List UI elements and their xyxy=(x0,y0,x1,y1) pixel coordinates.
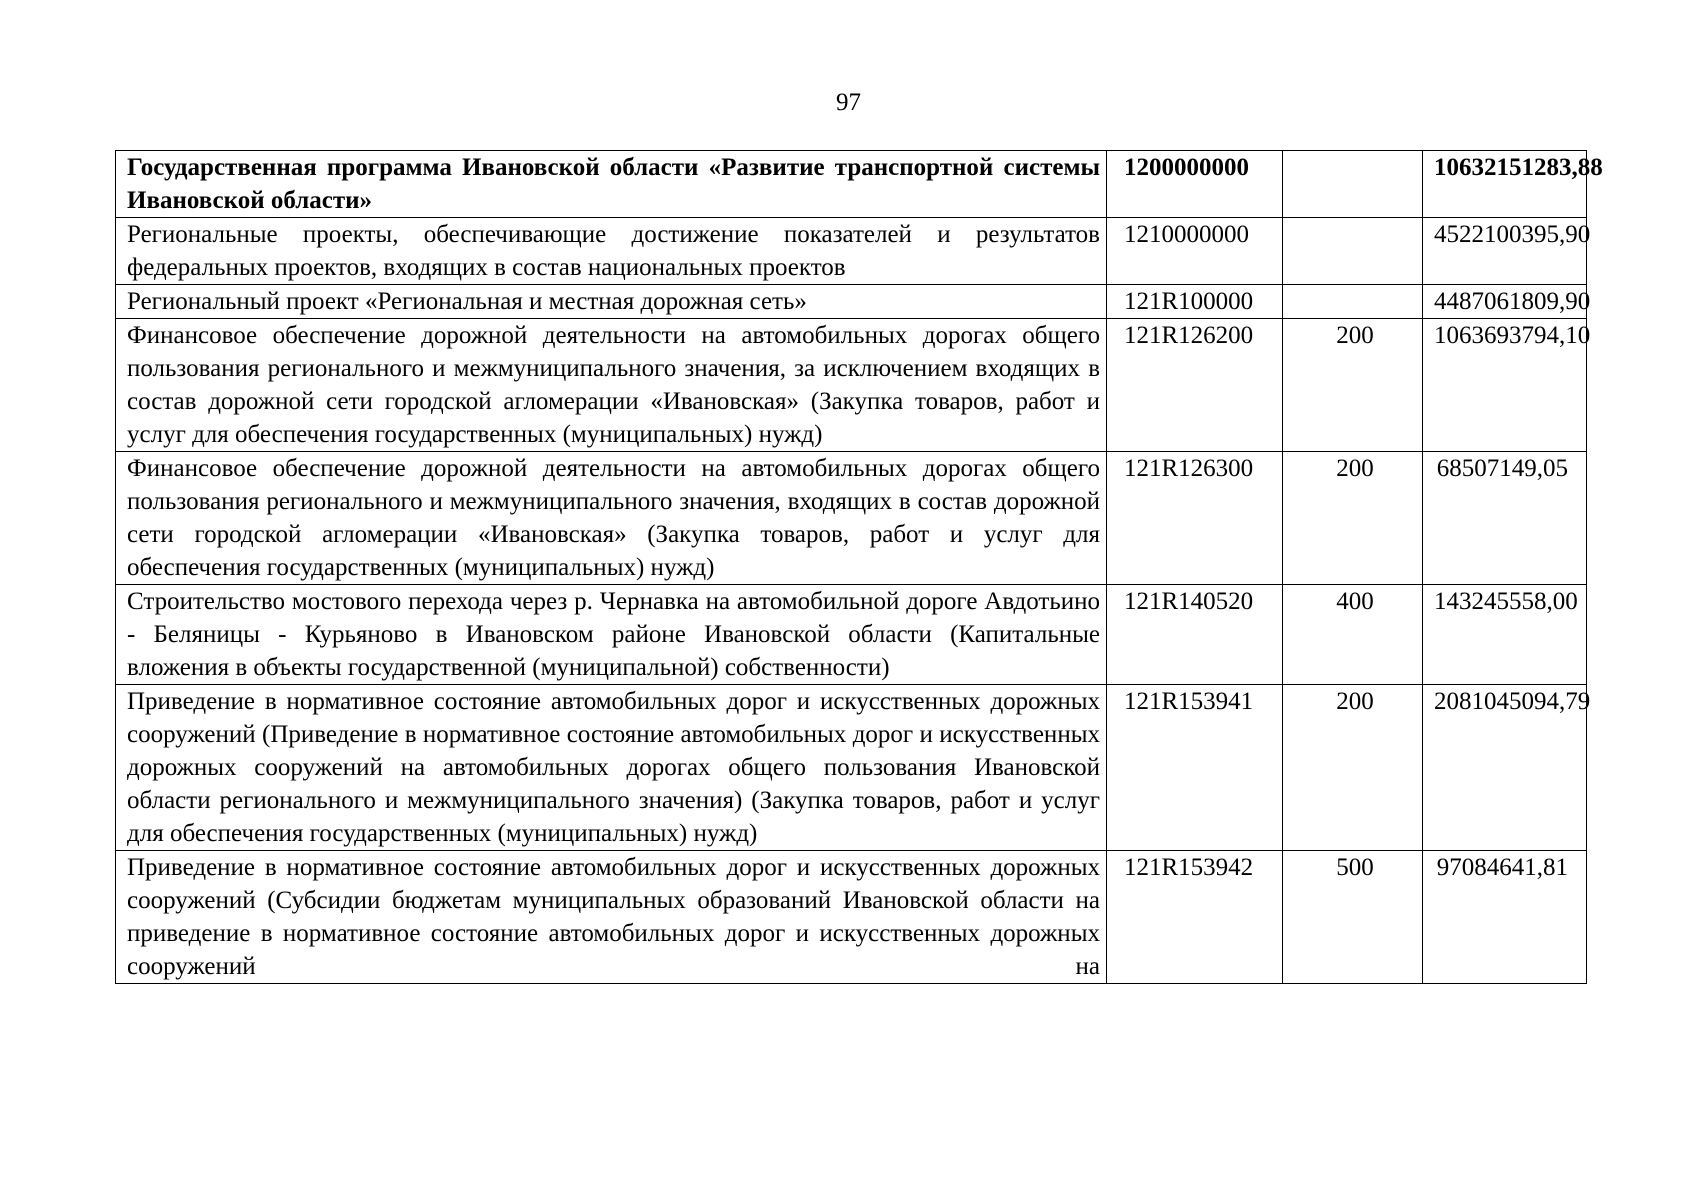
row-sum: 97084641,81 xyxy=(1423,851,1587,984)
row-sum: 10632151283,88 xyxy=(1423,151,1587,218)
row-sum: 1063693794,10 xyxy=(1423,319,1587,452)
row-name: Приведение в нормативное состояние автомобильных дорог и искусственных дорожных сооружений (Приведение в нормативное состояние автомобильных дорог и искусственных дорожных сооружений на автомобильных дорогах общего пользования Ивановской области регионального и межмуниципального значения) (Закупка товаров, работ и услуг для обеспечения государственных (муниципальных) нужд) xyxy=(116,685,1107,851)
row-expense-type: 200 xyxy=(1283,452,1423,585)
table-row xyxy=(116,319,1587,452)
row-name: Региональные проекты, обеспечивающие достижение показателей и результатов федеральных проектов, входящих в состав национальных проектов xyxy=(116,218,1107,285)
table-row xyxy=(116,452,1587,585)
row-expense-type: 400 xyxy=(1283,585,1423,685)
row-name: Приведение в нормативное состояние автомобильных дорог и искусственных дорожных сооружений (Субсидии бюджетам муниципальных образований Ивановской области на приведение в нормативное состояние автомобильных дорог и искусственных дорожных сооружений на xyxy=(116,851,1107,984)
row-name: Финансовое обеспечение дорожной деятельности на автомобильных дорогах общего пользования регионального и межмуниципального значения, входящих в состав дорожной сети городской агломерации «Ивановская» (Закупка товаров, работ и услуг для обеспечения государственных (муниципальных) нужд) xyxy=(116,452,1107,585)
table-row xyxy=(116,851,1587,984)
row-sum: 4522100395,90 xyxy=(1423,218,1587,285)
row-code: 1210000000 xyxy=(1107,218,1283,285)
row-sum: 2081045094,79 xyxy=(1423,685,1587,851)
table-row xyxy=(116,585,1587,685)
row-name: Строительство мостового перехода через р. Чернавка на автомобильной дороге Авдотьино - Беляницы - Курьяново в Ивановском районе Ивановской области (Капитальные вложения в объекты государственной (муниципальной) собственности) xyxy=(116,585,1107,685)
row-name: Региональный проект «Региональная и местная дорожная сеть» xyxy=(116,285,1107,319)
table-row xyxy=(116,685,1587,851)
row-sum: 68507149,05 xyxy=(1423,452,1587,585)
row-code: 121R126300 xyxy=(1107,452,1283,585)
row-code: 121R153941 xyxy=(1107,685,1283,851)
row-name: Государственная программа Ивановской области «Развитие транспортной системы Ивановской области» xyxy=(116,151,1107,218)
page-number: 97 xyxy=(836,89,861,116)
table-row xyxy=(116,218,1587,285)
row-code: 1200000000 xyxy=(1107,151,1283,218)
row-name: Финансовое обеспечение дорожной деятельности на автомобильных дорогах общего пользования регионального и межмуниципального значения, за исключением входящих в состав дорожной сети городской агломерации «Ивановская» (Закупка товаров, работ и услуг для обеспечения государственных (муниципальных) нужд) xyxy=(116,319,1107,452)
row-expense-type xyxy=(1283,285,1423,319)
row-sum: 4487061809,90 xyxy=(1423,285,1587,319)
row-code: 121R126200 xyxy=(1107,319,1283,452)
row-expense-type: 200 xyxy=(1283,319,1423,452)
table-row xyxy=(116,151,1587,218)
row-expense-type xyxy=(1283,151,1423,218)
row-code: 121R140520 xyxy=(1107,585,1283,685)
row-code: 121R100000 xyxy=(1107,285,1283,319)
row-expense-type: 500 xyxy=(1283,851,1423,984)
row-code: 121R153942 xyxy=(1107,851,1283,984)
row-expense-type: 200 xyxy=(1283,685,1423,851)
row-expense-type xyxy=(1283,218,1423,285)
table-row xyxy=(116,285,1587,319)
row-sum: 143245558,00 xyxy=(1423,585,1587,685)
budget-table xyxy=(115,150,1603,984)
